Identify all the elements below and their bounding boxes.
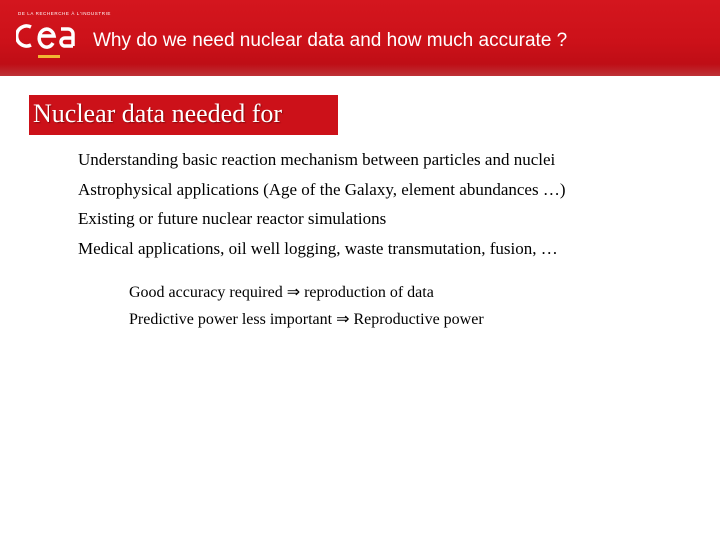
bullet-list [78, 150, 566, 268]
sub-bullet-item: Predictive power less important ⇒ Reproductive power [129, 311, 484, 328]
logo-letter-e [39, 29, 54, 47]
section-title: Nuclear data needed for [33, 99, 283, 128]
cea-logo [16, 21, 80, 61]
bullet-item: Medical applications, oil well logging, waste transmutation, fusion, … [78, 238, 558, 258]
bullet-item: Understanding basic reaction mechanism between particles and nuclei [78, 150, 556, 169]
bullet-item: Astrophysical applications (Age of the Galaxy, element abundances …) [78, 179, 566, 199]
logo-letter-a-bowl [61, 38, 73, 46]
bullet-item: Existing or future nuclear reactor simulations [78, 209, 387, 228]
logo-underline [38, 55, 60, 58]
slide-title: Why do we need nuclear data and how much accurate ? [93, 30, 568, 51]
logo-tagline: DE LA RECHERCHE À L'INDUSTRIE [18, 11, 112, 16]
sub-bullet-item: Good accuracy required ⇒ reproduction of data [129, 284, 434, 301]
logo-letter-c [17, 26, 31, 46]
sub-bullet-list [129, 282, 484, 336]
header-fade [0, 64, 720, 76]
